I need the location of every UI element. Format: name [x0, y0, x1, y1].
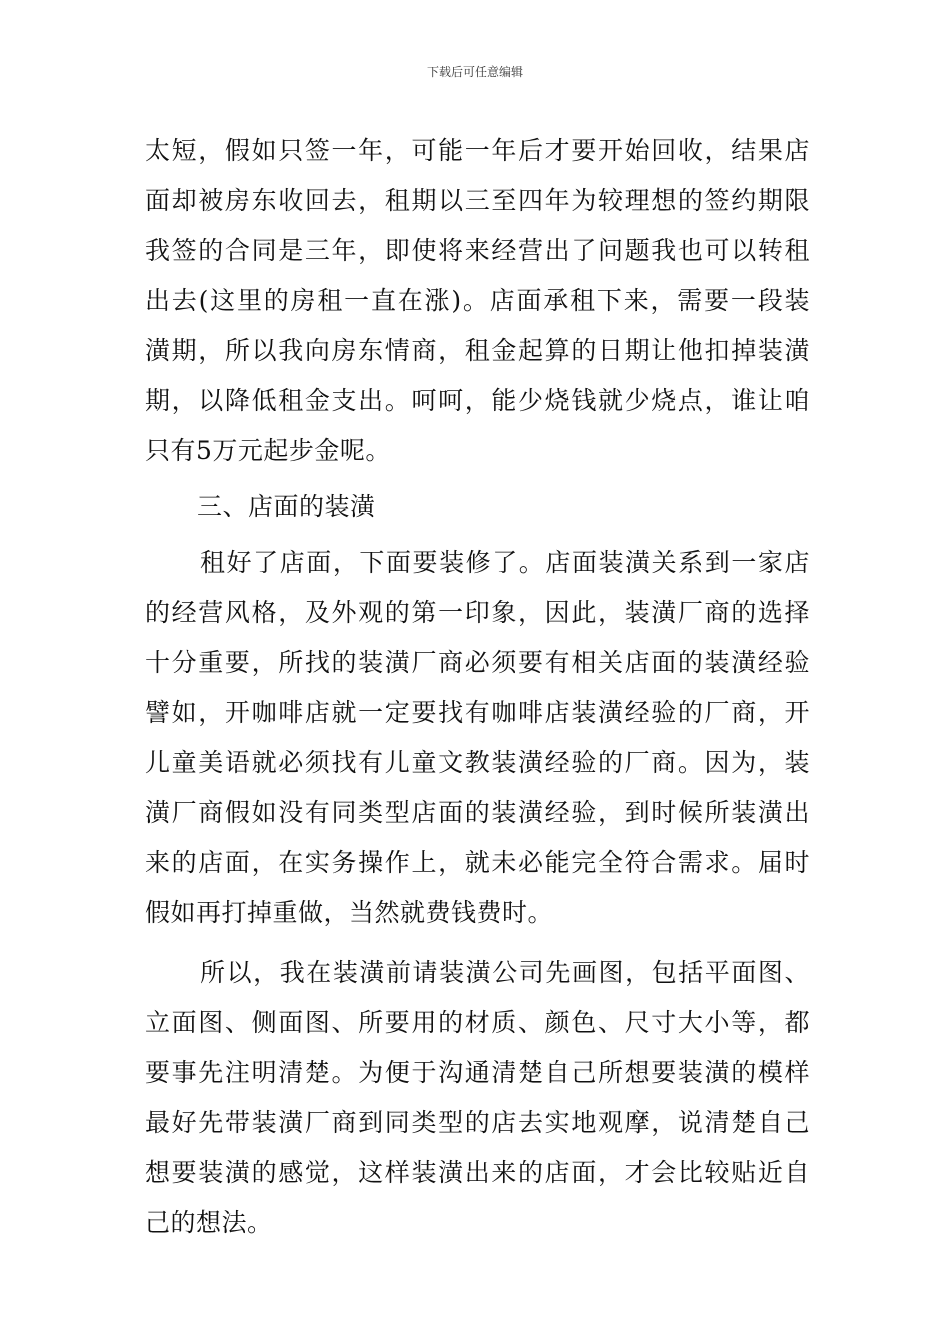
- text-line: 潢期，所以我向房东情商，租金起算的日期让他扣掉装潢: [145, 336, 810, 365]
- text-line: 面却被房东收回去，租期以三至四年为较理想的签约期限: [145, 186, 810, 215]
- text-line: 十分重要，所找的装潢厂商必须要有相关店面的装潢经验: [145, 648, 810, 677]
- text-line: 我签的合同是三年，即使将来经营出了问题我也可以转租: [145, 236, 810, 265]
- text-line: 立面图、侧面图、所要用的材质、颜色、尺寸大小等，都: [145, 1008, 810, 1037]
- text-line: 要事先注明清楚。为便于沟通清楚自己所想要装潢的模样: [145, 1058, 810, 1087]
- text-line: 譬如，开咖啡店就一定要找有咖啡店装潢经验的厂商，开: [145, 698, 810, 727]
- text-line: 所以，我在装潢前请装潢公司先画图，包括平面图、: [200, 958, 810, 987]
- text-line: 想要装潢的感觉，这样装潢出来的店面，才会比较贴近自: [145, 1158, 810, 1187]
- paragraph-lease: [145, 126, 810, 476]
- text-line: 的经营风格，及外观的第一印象，因此，装潢厂商的选择: [145, 598, 810, 627]
- text-line: 最好先带装潢厂商到同类型的店去实地观摩，说清楚自己: [145, 1108, 810, 1137]
- text-line: 假如再打掉重做，当然就费钱费时。: [145, 898, 554, 927]
- text-line: 来的店面，在实务操作上，就未必能完全符合需求。届时: [145, 848, 810, 877]
- text-line: 期，以降低租金支出。呵呵，能少烧钱就少烧点，谁让咱: [145, 386, 810, 415]
- section-heading: 三、店面的装潢: [197, 492, 376, 521]
- paragraph-decoration: [145, 538, 810, 938]
- text-line: 出去(这里的房租一直在涨)。店面承租下来，需要一段装: [145, 286, 810, 315]
- page-header: 下载后可任意编辑: [426, 65, 523, 79]
- text-line: 己的想法。: [145, 1208, 273, 1237]
- text-line: 只有5万元起步金呢。: [145, 436, 391, 465]
- text-line: 太短，假如只签一年，可能一年后才要开始回收，结果店: [145, 136, 810, 165]
- text-line: 潢厂商假如没有同类型店面的装潢经验，到时候所装潢出: [145, 798, 810, 827]
- paragraph-planning: [145, 948, 810, 1248]
- document-body: [145, 126, 810, 1248]
- text-line: 儿童美语就必须找有儿童文教装潢经验的厂商。因为，装: [145, 748, 810, 777]
- text-line: 租好了店面，下面要装修了。店面装潢关系到一家店: [200, 548, 810, 577]
